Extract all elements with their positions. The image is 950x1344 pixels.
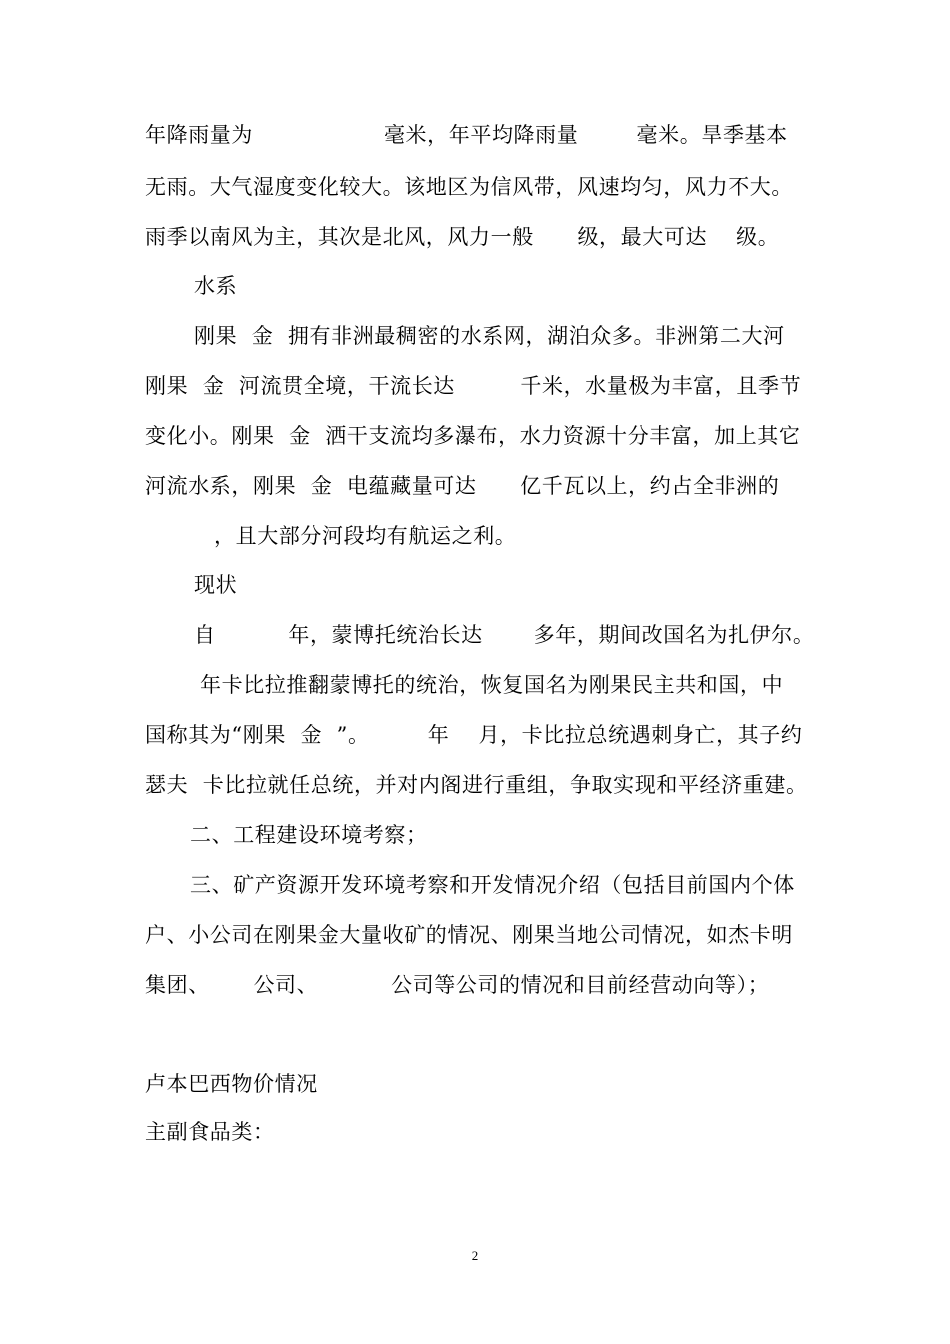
- status-line-3: 国称其为“刚果 金 ”。 年 月，卡比拉总统遇刺身亡，其子约: [145, 723, 803, 747]
- climate-line-1: 年降雨量为 毫米，年平均降雨量 毫米。旱季基本: [145, 123, 788, 147]
- water-system-line-4: 河流水系，刚果 金 电蕴藏量可达 亿千瓦以上，约占全非洲的: [145, 474, 780, 498]
- prices-heading: 卢本巴西物价情况: [145, 1072, 318, 1096]
- section-2-heading: 二、工程建设环境考察；: [190, 823, 428, 847]
- water-system-heading: 水系: [194, 274, 238, 298]
- status-line-4: 瑟夫 卡比拉就任总统，并对内阁进行重组，争取实现和平经济重建。: [145, 773, 808, 797]
- status-line-1: 自 年，蒙博托统治长达 多年，期间改国名为扎伊尔。: [194, 623, 815, 647]
- water-system-line-1: 刚果 金 拥有非洲最稠密的水系网，湖泊众多。非洲第二大河: [194, 324, 785, 348]
- prices-subheading: 主副食品类：: [145, 1120, 275, 1144]
- section-3-line-2: 户、小公司在刚果金大量收矿的情况、刚果当地公司情况，如杰卡明: [145, 923, 793, 947]
- climate-line-3: 雨季以南风为主，其次是北风，风力一般 级，最大可达 级。: [145, 225, 780, 249]
- water-system-line-3: 变化小。刚果 金 洒干支流均多瀑布，水力资源十分丰富，加上其它: [145, 424, 801, 448]
- water-system-line-5: ，且大部分河段均有航运之利。: [214, 524, 517, 548]
- page-number: 2: [471, 1248, 479, 1263]
- section-3-line-3: 集团、 公司、 公司等公司的情况和目前经营动向等）；: [145, 973, 770, 997]
- section-3-line-1: 三、矿产资源开发环境考察和开发情况介绍（包括目前国内个体: [190, 873, 795, 897]
- status-line-2: 年卡比拉推翻蒙博托的统治，恢复国名为刚果民主共和国，中: [200, 673, 784, 697]
- water-system-line-2: 刚果 金 河流贯全境，干流长达 千米，水量极为丰富，且季节: [145, 374, 802, 398]
- climate-line-2: 无雨。大气湿度变化较大。该地区为信风带，风速均匀，风力不大。: [145, 175, 793, 199]
- status-heading: 现状: [194, 573, 238, 597]
